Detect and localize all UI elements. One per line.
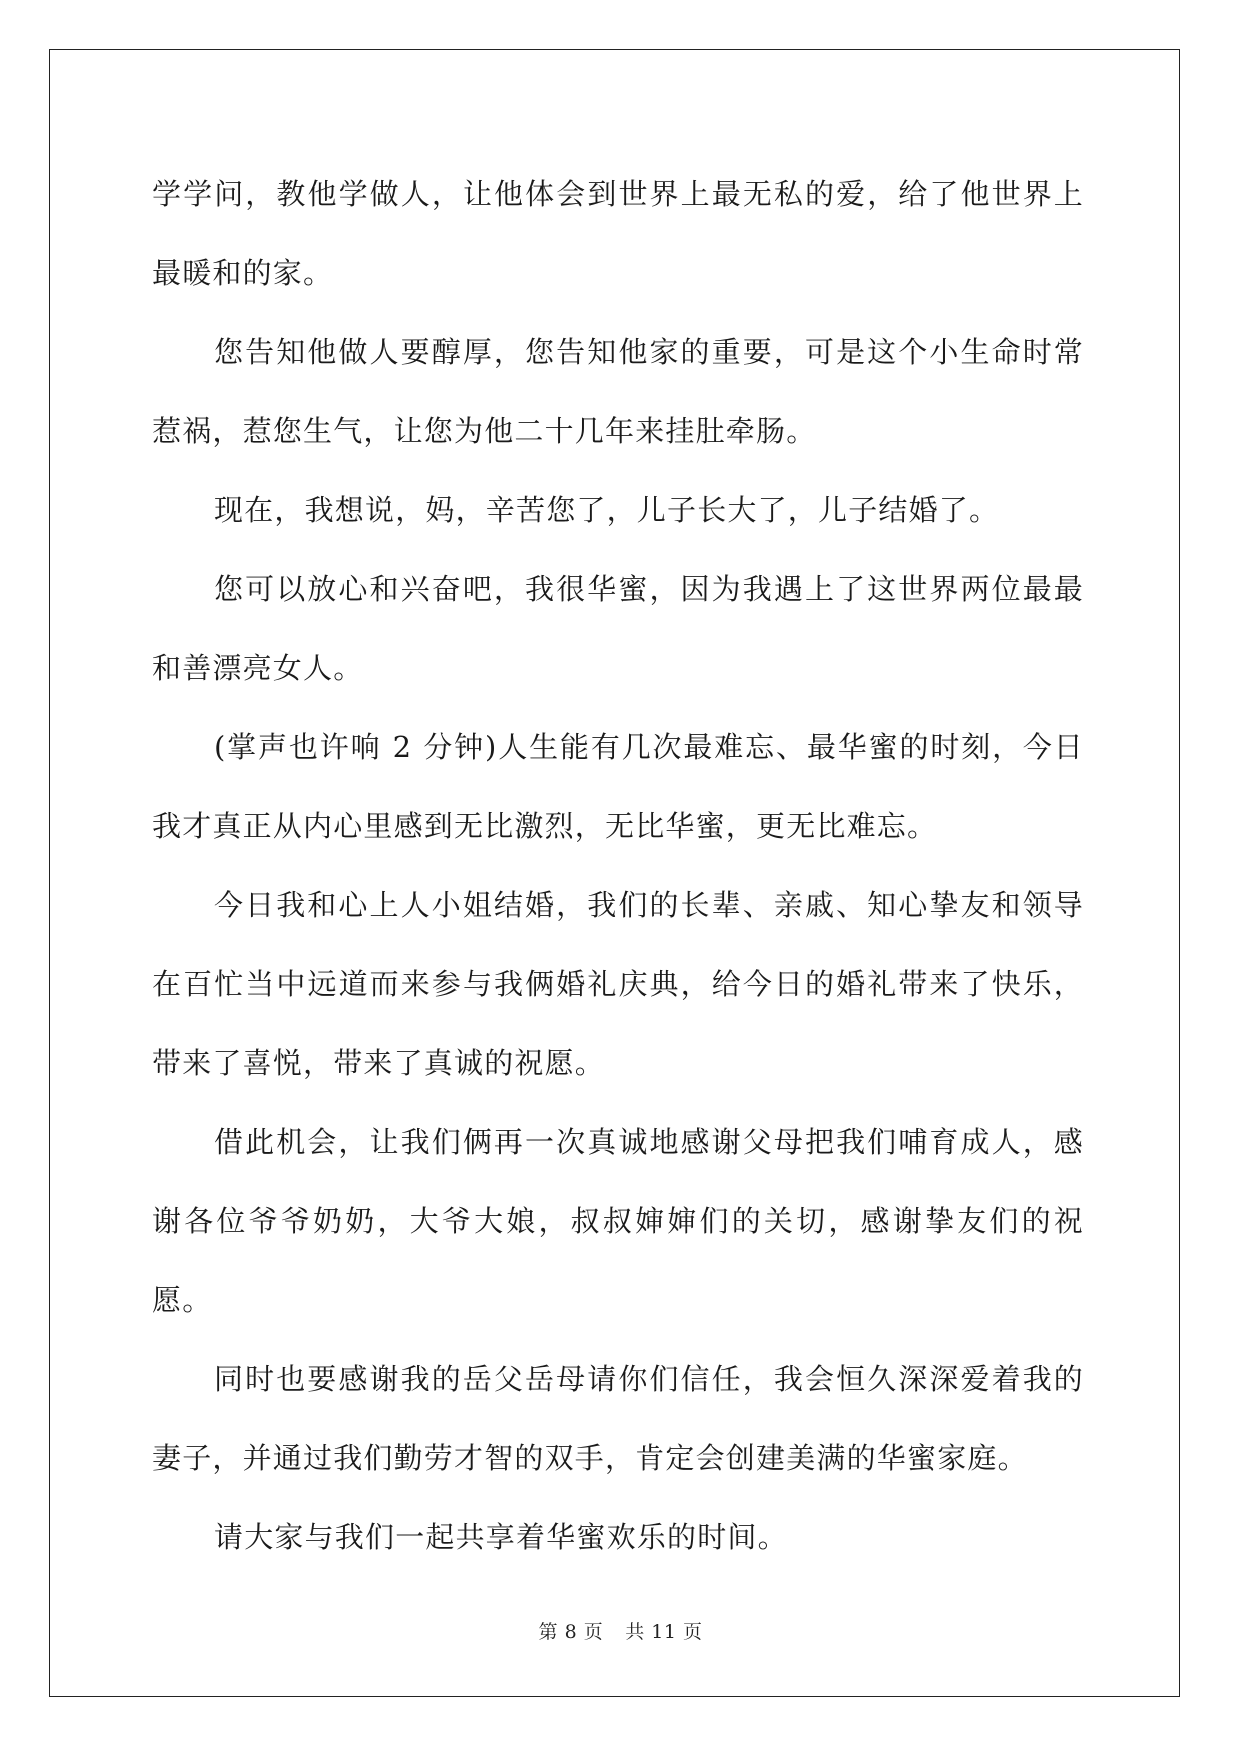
paragraph-4: 您可以放心和兴奋吧，我很华蜜，因为我遇上了这世界两位最最和善漂亮女人。: [152, 572, 1084, 685]
paragraph-9: 请大家与我们一起共享着华蜜欢乐的时间。: [214, 1520, 788, 1554]
paragraph-2: 您告知他做人要醇厚，您告知他家的重要，可是这个小生命时常惹祸，惹您生气，让您为他二十几年来挂肚牵肠。: [152, 335, 1084, 448]
paragraph-5: (掌声也许响 2 分钟)人生能有几次最难忘、最华蜜的时刻，今日我才真正从内心里感到无比激烈，无比华蜜，更无比难忘。: [152, 730, 1084, 843]
total-pages-label: 共 11 页: [625, 1621, 703, 1643]
paragraph-6: 今日我和心上人小姐结婚，我们的长辈、亲戚、知心挚友和领导在百忙当中远道而来参与我俩婚礼庆典，给今日的婚礼带来了快乐，带来了喜悦，带来了真诚的祝愿。: [152, 888, 1084, 1080]
page-footer: [0, 1617, 1241, 1644]
paragraph-7: 借此机会，让我们俩再一次真诚地感谢父母把我们哺育成人，感谢各位爷爷奶奶，大爷大娘，叔叔婶婶们的关切，感谢挚友们的祝愿。: [152, 1125, 1084, 1317]
paragraph-1: 学学问，教他学做人，让他体会到世界上最无私的爱，给了他世界上最暖和的家。: [152, 177, 1084, 290]
document-body: [152, 155, 1084, 1577]
paragraph-8: 同时也要感谢我的岳父岳母请你们信任，我会恒久深深爱着我的妻子，并通过我们勤劳才智的双手，肯定会创建美满的华蜜家庭。: [152, 1362, 1084, 1475]
current-page-label: 第 8 页: [538, 1621, 604, 1643]
paragraph-3: 现在，我想说，妈，辛苦您了，儿子长大了，儿子结婚了。: [214, 493, 1000, 527]
